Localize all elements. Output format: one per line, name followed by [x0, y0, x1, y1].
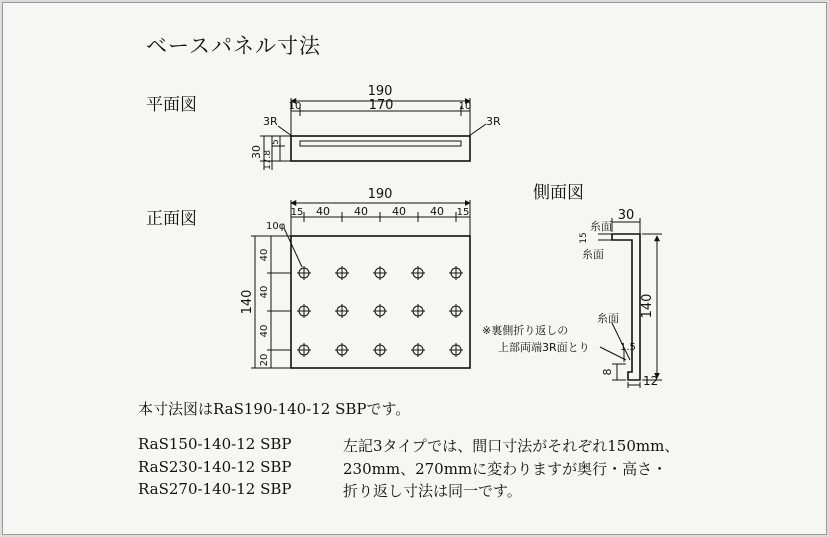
side-label-top-upper: 糸面 — [590, 220, 612, 233]
hole — [297, 343, 311, 357]
front-seg-1: 15 — [290, 207, 304, 218]
model-note: 本寸法図はRaS190-140-12 SBPです。 — [138, 400, 411, 418]
front-view-label: 正面図 — [146, 209, 197, 229]
front-vseg-2: 40 — [259, 285, 270, 299]
front-seg-2: 40 — [316, 205, 330, 218]
front-seg-5: 40 — [430, 205, 444, 218]
side-fold-height: 15 — [579, 232, 589, 244]
side-label-top-lower: 糸面 — [582, 248, 604, 261]
variant-desc-1: 左記3タイプでは、間口寸法がそれぞれ150mm、 — [343, 437, 680, 455]
hole — [335, 266, 349, 280]
front-vseg-1: 40 — [259, 248, 270, 262]
front-overall-dim: 190 — [367, 187, 393, 202]
hole — [335, 343, 349, 357]
plan-right-dim: 10 — [458, 101, 472, 112]
side-fold-small: 1.5 — [620, 342, 636, 353]
plan-middle-dim: 170 — [368, 98, 394, 113]
plan-height-a: 17.8 — [263, 149, 273, 171]
front-height-total: 140 — [240, 289, 255, 315]
hole — [411, 343, 425, 357]
hole — [335, 304, 349, 318]
hole — [373, 266, 387, 280]
side-view-label: 側面図 — [533, 183, 584, 203]
plan-radius-right: 3R — [486, 115, 501, 128]
hole-diameter-label: 10φ — [266, 221, 286, 232]
side-label-bottom: 糸面 — [597, 312, 619, 325]
page-title: ベースパネル寸法 — [146, 34, 321, 58]
side-height: 140 — [640, 293, 655, 319]
plan-radius-left: 3R — [263, 115, 278, 128]
front-seg-4: 40 — [392, 205, 406, 218]
note-line-2: 上部両端3R面とり — [498, 341, 590, 354]
note-line-1: ※裏側折り返しの — [482, 324, 569, 337]
side-bottom-width: 12 — [643, 374, 659, 388]
hole — [297, 266, 311, 280]
hole — [373, 304, 387, 318]
hole — [449, 304, 463, 318]
side-top-width: 30 — [617, 208, 635, 223]
hole-grid — [297, 266, 463, 357]
side-bottom-height: 8 — [601, 368, 614, 376]
hole — [373, 343, 387, 357]
front-seg-6: 15 — [456, 207, 470, 218]
front-vseg-4: 20 — [259, 353, 270, 367]
plan-height-total: 30 — [250, 145, 263, 159]
plan-view-label: 平面図 — [146, 95, 197, 115]
plan-left-dim: 10 — [288, 101, 302, 112]
variant-model-2: RaS230-140-12 SBP — [138, 458, 292, 476]
hole — [449, 266, 463, 280]
variant-desc-2: 230mm、270mmに変わりますが奥行・高さ・ — [343, 460, 668, 478]
hole — [297, 304, 311, 318]
hole — [411, 266, 425, 280]
plan-height-b: 5 — [271, 139, 281, 145]
variant-model-3: RaS270-140-12 SBP — [138, 480, 292, 498]
hole — [449, 343, 463, 357]
variant-model-1: RaS150-140-12 SBP — [138, 435, 292, 453]
plan-overall-dim: 190 — [367, 84, 393, 99]
front-vseg-3: 40 — [259, 324, 270, 338]
front-seg-3: 40 — [354, 205, 368, 218]
variant-desc-3: 折り返し寸法は同一です。 — [343, 482, 522, 500]
hole — [411, 304, 425, 318]
